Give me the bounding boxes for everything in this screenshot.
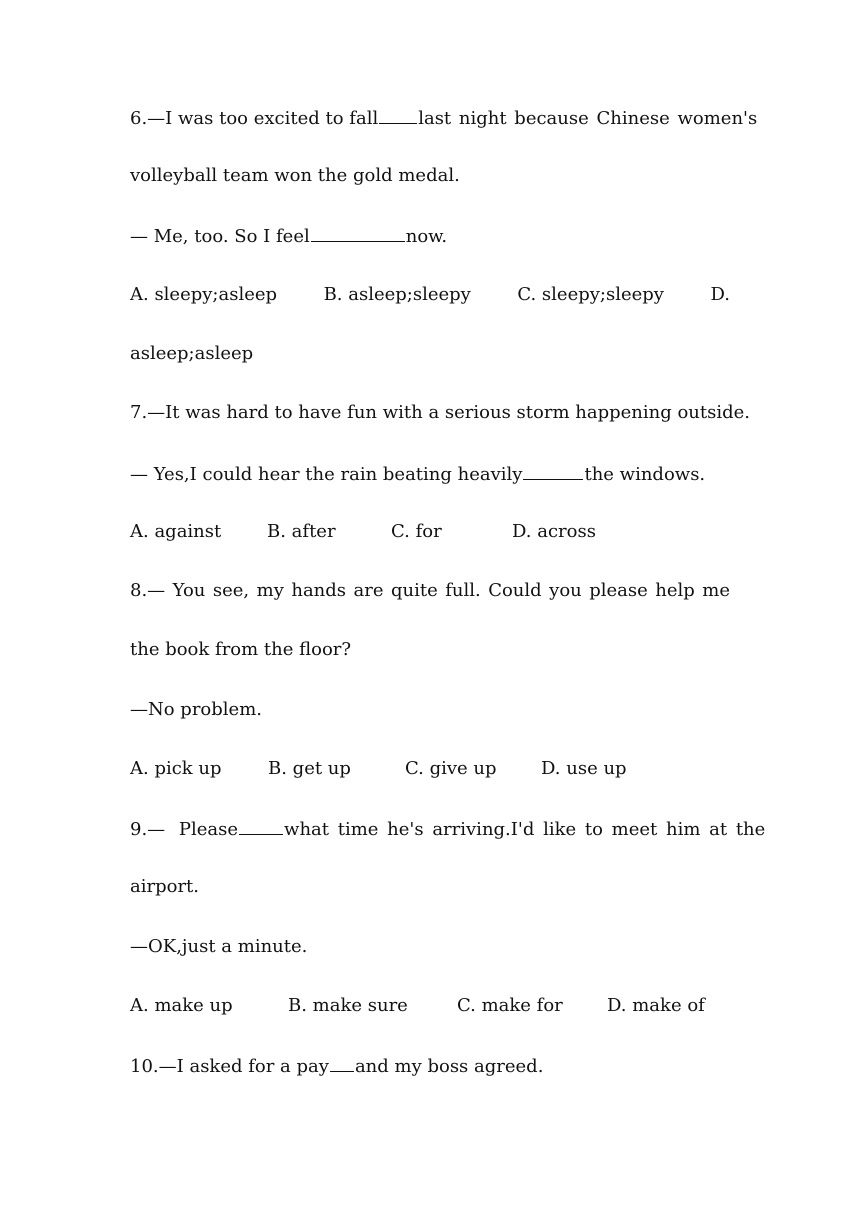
question-7-reply bbox=[130, 461, 730, 487]
option-d: D. use up bbox=[541, 758, 627, 779]
option-d: D. across bbox=[512, 521, 596, 542]
question-7-stem-text: 7.—It was hard to have fun with a serious storm happening outside. bbox=[130, 402, 751, 423]
question-8-options bbox=[130, 757, 730, 781]
question-6-stem-part-1: 6.—I was too excited to fall bbox=[130, 108, 379, 129]
question-9-stem-line-1 bbox=[130, 816, 766, 842]
question-8-reply bbox=[130, 698, 730, 722]
question-9-reply-text: —OK,just a minute. bbox=[130, 936, 308, 957]
question-6-stem-line-1 bbox=[130, 105, 758, 131]
option-c: C. give up bbox=[405, 758, 497, 779]
question-8-stem-part-1: 8.— You see, my hands are quite full. Could you please help me bbox=[130, 580, 730, 601]
question-8-stem-line-1 bbox=[130, 579, 730, 603]
answer-blank bbox=[330, 1053, 354, 1072]
question-6-reply bbox=[130, 223, 730, 249]
option-d: D. make of bbox=[607, 995, 705, 1016]
question-9-stem-part-2: airport. bbox=[130, 876, 200, 897]
option-b: B. make sure bbox=[288, 995, 408, 1016]
question-7-reply-pre: — Yes,I could hear the rain beating heavily bbox=[130, 464, 523, 485]
option-a: A. pick up bbox=[130, 758, 222, 779]
question-6-options bbox=[130, 283, 730, 307]
question-7-stem bbox=[130, 401, 751, 425]
question-6-reply-pre: — Me, too. So I feel bbox=[130, 226, 310, 247]
answer-blank bbox=[523, 461, 583, 480]
answer-blank bbox=[379, 105, 417, 124]
question-10-stem-pre: 10.—I asked for a pay bbox=[130, 1056, 329, 1077]
option-b: B. get up bbox=[268, 758, 351, 779]
question-6-stem-part-2: last night because Chinese women's bbox=[418, 108, 758, 129]
option-c: C. for bbox=[391, 521, 442, 542]
option-b: B. asleep;sleepy bbox=[323, 284, 471, 305]
question-10-stem bbox=[130, 1053, 730, 1079]
question-6-reply-post: now. bbox=[405, 226, 448, 247]
option-d-text: asleep;asleep bbox=[130, 343, 254, 364]
option-a: A. sleepy;asleep bbox=[130, 284, 278, 305]
answer-blank bbox=[239, 816, 283, 835]
question-8-stem-part-2: the book from the floor? bbox=[130, 639, 352, 660]
answer-blank bbox=[311, 223, 405, 242]
question-6-stem-part-3: volleyball team won the gold medal. bbox=[130, 165, 460, 186]
question-9-stem-pre: 9.— Please bbox=[130, 819, 239, 840]
question-7-reply-post: the windows. bbox=[584, 464, 706, 485]
question-9-stem-post: what time he's arriving.I'd like to meet him at the bbox=[284, 819, 766, 840]
question-7-options bbox=[130, 520, 730, 544]
question-10-stem-post: and my boss agreed. bbox=[354, 1056, 544, 1077]
option-c: C. sleepy;sleepy bbox=[517, 284, 664, 305]
question-6-stem-line-2 bbox=[130, 164, 730, 188]
question-8-stem-line-2 bbox=[130, 638, 730, 662]
option-d: D. bbox=[710, 284, 730, 305]
option-c: C. make for bbox=[457, 995, 563, 1016]
question-9-options bbox=[130, 994, 730, 1018]
question-8-reply-text: —No problem. bbox=[130, 699, 262, 720]
option-a: A. make up bbox=[130, 995, 233, 1016]
option-b: B. after bbox=[267, 521, 336, 542]
question-9-reply bbox=[130, 935, 730, 959]
option-a: A. against bbox=[130, 521, 222, 542]
question-9-stem-line-2 bbox=[130, 875, 730, 899]
question-6-options-wrap bbox=[130, 342, 730, 366]
